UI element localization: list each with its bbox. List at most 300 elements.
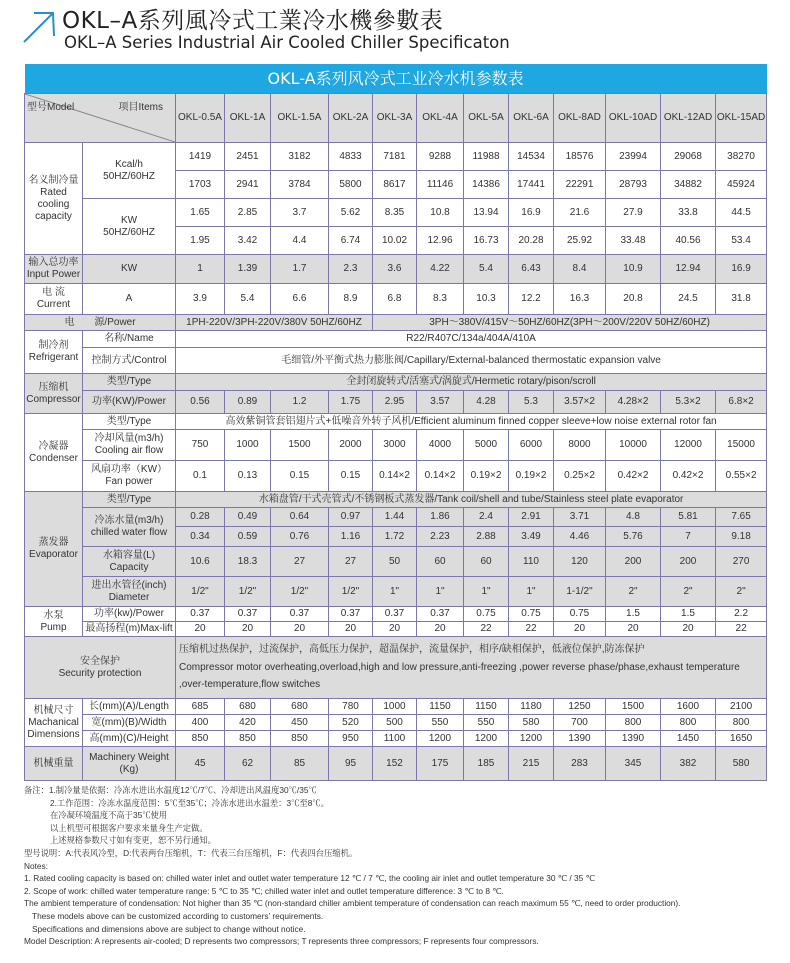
model-header-cell: OKL-1.5A	[271, 94, 329, 143]
value-cell: 0.15	[271, 461, 329, 492]
value-cell: 85	[271, 747, 329, 781]
diameter-label: 进出水管径(inch) Diameter	[83, 577, 176, 607]
note-line: 2. Scope of work: chilled water temperature range: 5 ℃ to 35 ℃; chilled water inlet and outlet temperature difference: 3 ℃ to 8 ℃.	[24, 885, 504, 896]
note-line: Model Description: A represents air-cooled; D represents two compressors; T represents three compressors; F represents four compressors.	[24, 936, 539, 947]
value-cell: 550	[417, 715, 464, 731]
value-cell: 60	[464, 547, 509, 577]
value-cell: 1.2	[271, 391, 329, 414]
evaporator-label: 蒸发器 Evaporator	[25, 492, 83, 607]
value-cell: 3.6	[373, 255, 417, 284]
value-cell: 2.23	[417, 527, 464, 547]
value-cell: 1180	[509, 699, 554, 715]
value-cell: 22	[509, 622, 554, 637]
value-cell: 4833	[329, 143, 373, 171]
table-row	[25, 143, 767, 171]
value-cell: 400	[176, 715, 225, 731]
value-cell: 12000	[661, 430, 716, 461]
refrigerant-label: 制冷剂 Refrigerant	[25, 331, 83, 374]
value-cell: 152	[373, 747, 417, 781]
arrow-up-right-icon	[22, 8, 56, 44]
cooling-capacity-label: 名义制冷量 Rated cooling capacity	[25, 143, 83, 255]
value-cell: 185	[464, 747, 509, 781]
value-cell: 2.4	[464, 508, 509, 527]
value-cell: 10.6	[176, 547, 225, 577]
value-cell: 2100	[716, 699, 767, 715]
value-cell: 550	[464, 715, 509, 731]
value-cell: 6.74	[329, 227, 373, 255]
value-cell: 0.19×2	[509, 461, 554, 492]
note-line: 1. Rated cooling capacity is based on: chilled water inlet and outlet water temperature 12 ℃ / 7 ℃, the cooling air inlet and outlet temperature 30 ℃ / 35 ℃	[24, 873, 595, 884]
capacity-label: 水箱容量(L) Capacity	[83, 547, 176, 577]
value-cell: 11146	[417, 171, 464, 199]
value-cell: 0.55×2	[716, 461, 767, 492]
value-cell: 3.7	[271, 199, 329, 227]
value-cell: 9288	[417, 143, 464, 171]
value-cell: 16.73	[464, 227, 509, 255]
value-cell: 0.64	[271, 508, 329, 527]
value-cell: 2.88	[464, 527, 509, 547]
value-cell: 17441	[509, 171, 554, 199]
page-title: OKL–A系列風冷式工業冷水機參數表	[62, 8, 444, 34]
value-cell: 780	[329, 699, 373, 715]
note-line: 以上机型可根据客户要求来量身生产定做。	[50, 822, 208, 833]
table-row	[25, 622, 767, 637]
value-cell: 33.48	[606, 227, 661, 255]
value-cell: 34882	[661, 171, 716, 199]
value-cell: 0.42×2	[661, 461, 716, 492]
model-header-cell: OKL-5A	[464, 94, 509, 143]
value-cell: 8000	[554, 430, 606, 461]
control-label: 控制方式/Control	[83, 348, 176, 374]
value-cell: 5.3×2	[661, 391, 716, 414]
value-cell: 28793	[606, 171, 661, 199]
value-cell: 3.9	[176, 284, 225, 315]
dimensions-label: 机械尺寸 Machanical Dimensions	[25, 699, 83, 747]
note-line: 上述规格参数尺寸如有变更，恕不另行通知。	[50, 835, 216, 846]
fan-power-label: 风扇功率（KW） Fan power	[83, 461, 176, 492]
value-cell: 20	[373, 622, 417, 637]
chilled-water-flow-label: 冷冻水量(m3/h) chilled water flow	[83, 508, 176, 547]
kcal-label: Kcal/h 50HZ/60HZ	[83, 143, 176, 199]
value-cell: 6.8×2	[716, 391, 767, 414]
value-cell: 1200	[464, 731, 509, 747]
value-cell: 8.9	[329, 284, 373, 315]
value-cell: 31.8	[716, 284, 767, 315]
value-cell: 21.6	[554, 199, 606, 227]
note-line: The ambient temperature of condensation: Not higher than 35 ℃ (non-standard chiller ambient temperature of condensation can reach maximum 55 ℃, need to order production).	[24, 898, 681, 909]
value-cell: 850	[225, 731, 271, 747]
value-cell: 20	[271, 622, 329, 637]
value-cell: 1200	[509, 731, 554, 747]
model-header-cell: OKL-6A	[509, 94, 554, 143]
value-cell: 2.95	[373, 391, 417, 414]
value-cell: 14386	[464, 171, 509, 199]
value-cell: 5.81	[661, 508, 716, 527]
value-cell: 2941	[225, 171, 271, 199]
value-cell: 1150	[464, 699, 509, 715]
table-row	[25, 391, 767, 414]
value-cell: 8617	[373, 171, 417, 199]
value-cell: 0.37	[225, 607, 271, 622]
value-cell: 62	[225, 747, 271, 781]
value-cell: 0.59	[225, 527, 271, 547]
table-row	[25, 492, 767, 508]
value-cell: 1/2"	[329, 577, 373, 607]
value-cell: 16.9	[716, 255, 767, 284]
security-value	[176, 637, 767, 699]
value-cell: 12.94	[661, 255, 716, 284]
value-cell: 4.22	[417, 255, 464, 284]
table-row	[25, 315, 767, 331]
table-row	[25, 255, 767, 284]
value-cell: 1.7	[271, 255, 329, 284]
value-cell: 5.62	[329, 199, 373, 227]
value-cell: 382	[661, 747, 716, 781]
value-cell: 2000	[329, 430, 373, 461]
value-cell: 1"	[373, 577, 417, 607]
table-row	[25, 715, 767, 731]
value-cell: 2"	[716, 577, 767, 607]
value-cell: 215	[509, 747, 554, 781]
value-cell: 13.94	[464, 199, 509, 227]
input-power-label: 输入总功率 Input Power	[25, 255, 83, 284]
value-cell: 685	[176, 699, 225, 715]
value-cell: 20	[176, 622, 225, 637]
table-row	[25, 607, 767, 622]
value-cell: 850	[176, 731, 225, 747]
length-label: 长(mm)(A)/Length	[83, 699, 176, 715]
evaporator-type-label: 类型/Type	[83, 492, 176, 508]
value-cell: 6.8	[373, 284, 417, 315]
value-cell: 0.19×2	[464, 461, 509, 492]
security-value-cn: 压缩机过热保护，过流保护，高低压力保护，超温保护，流量保护，相序/缺相保护，低液位保护,防冻保护	[179, 644, 645, 656]
value-cell: 0.15	[329, 461, 373, 492]
value-cell: 0.76	[271, 527, 329, 547]
value-cell: 20.8	[606, 284, 661, 315]
value-cell: 60	[417, 547, 464, 577]
table-row	[25, 461, 767, 492]
value-cell: 5.3	[509, 391, 554, 414]
model-header-cell: OKL-8AD	[554, 94, 606, 143]
value-cell: 0.13	[225, 461, 271, 492]
value-cell: 5.76	[606, 527, 661, 547]
value-cell: 3.71	[554, 508, 606, 527]
value-cell: 680	[225, 699, 271, 715]
value-cell: 3182	[271, 143, 329, 171]
model-label: 型号Model	[27, 102, 75, 113]
value-cell: 1600	[661, 699, 716, 715]
note-line: These models above can be customized according to customers’ requirements.	[32, 910, 324, 921]
value-cell: 0.56	[176, 391, 225, 414]
value-cell: 0.34	[176, 527, 225, 547]
table-row	[25, 199, 767, 227]
value-cell: 4.28×2	[606, 391, 661, 414]
single-phase-power: 1PH-220V/3PH-220V/380V 50HZ/60HZ	[176, 315, 373, 331]
value-cell: 580	[509, 715, 554, 731]
note-line: 在冷凝环境温度不高于35℃使用	[50, 810, 168, 821]
value-cell: 10.9	[606, 255, 661, 284]
value-cell: 520	[329, 715, 373, 731]
value-cell: 0.37	[176, 607, 225, 622]
table-row	[25, 747, 767, 781]
weight-label: 机械重量	[25, 747, 83, 781]
value-cell: 4.8	[606, 508, 661, 527]
model-header-cell: OKL-10AD	[606, 94, 661, 143]
value-cell: 38270	[716, 143, 767, 171]
value-cell: 1650	[716, 731, 767, 747]
value-cell: 1.16	[329, 527, 373, 547]
control-value: 毛细管/外平衡式热力膨胀阀/Capillary/External-balanced thermostatic expansion valve	[176, 348, 767, 374]
value-cell: 0.37	[373, 607, 417, 622]
note-line: 型号说明：A:代表风冷型，D:代表两台压缩机，T：代表三台压缩机，F：代表四台压缩机。	[24, 847, 358, 858]
value-cell: 800	[661, 715, 716, 731]
kw-label: KW 50HZ/60HZ	[83, 199, 176, 255]
table-row	[25, 284, 767, 315]
value-cell: 2451	[225, 143, 271, 171]
value-cell: 10.3	[464, 284, 509, 315]
value-cell: 1200	[417, 731, 464, 747]
three-phase-power: 3PH～380V/415V～50HZ/60HZ(3PH～200V/220V 50HZ/60HZ)	[373, 315, 767, 331]
table-row	[25, 374, 767, 391]
value-cell: 16.3	[554, 284, 606, 315]
value-cell: 1450	[661, 731, 716, 747]
table-row	[25, 699, 767, 715]
value-cell: 1.39	[225, 255, 271, 284]
value-cell: 27	[271, 547, 329, 577]
value-cell: 7.65	[716, 508, 767, 527]
value-cell: 1.75	[329, 391, 373, 414]
value-cell: 10.8	[417, 199, 464, 227]
value-cell: 200	[661, 547, 716, 577]
value-cell: 40.56	[661, 227, 716, 255]
value-cell: 1000	[225, 430, 271, 461]
value-cell: 0.97	[329, 508, 373, 527]
value-cell: 27.9	[606, 199, 661, 227]
value-cell: 1/2"	[225, 577, 271, 607]
value-cell: 270	[716, 547, 767, 577]
refrigerant-name-value: R22/R407C/134a/404A/410A	[176, 331, 767, 348]
value-cell: 20	[417, 622, 464, 637]
input-power-unit: KW	[83, 255, 176, 284]
table-row	[25, 331, 767, 348]
value-cell: 1250	[554, 699, 606, 715]
value-cell: 1.86	[417, 508, 464, 527]
value-cell: 1.5	[606, 607, 661, 622]
value-cell: 22	[716, 622, 767, 637]
value-cell: 14534	[509, 143, 554, 171]
value-cell: 1500	[271, 430, 329, 461]
value-cell: 175	[417, 747, 464, 781]
value-cell: 4.28	[464, 391, 509, 414]
value-cell: 5.4	[464, 255, 509, 284]
value-cell: 3.57	[417, 391, 464, 414]
value-cell: 4000	[417, 430, 464, 461]
value-cell: 110	[509, 547, 554, 577]
value-cell: 12.2	[509, 284, 554, 315]
value-cell: 0.37	[329, 607, 373, 622]
value-cell: 1.72	[373, 527, 417, 547]
value-cell: 16.9	[509, 199, 554, 227]
value-cell: 95	[329, 747, 373, 781]
pump-power-label: 功率(kw)/Power	[83, 607, 176, 622]
value-cell: 18576	[554, 143, 606, 171]
value-cell: 1.65	[176, 199, 225, 227]
value-cell: 1.44	[373, 508, 417, 527]
refrigerant-name-label: 名称/Name	[83, 331, 176, 348]
value-cell: 0.89	[225, 391, 271, 414]
value-cell: 3000	[373, 430, 417, 461]
compressor-type-value: 全封闭旋转式/活塞式/涡旋式/Hermetic rotary/pison/scroll	[176, 374, 767, 391]
value-cell: 8.4	[554, 255, 606, 284]
value-cell: 7181	[373, 143, 417, 171]
table-row	[25, 577, 767, 607]
table-row	[25, 508, 767, 527]
value-cell: 20	[661, 622, 716, 637]
value-cell: 1-1/2"	[554, 577, 606, 607]
value-cell: 10000	[606, 430, 661, 461]
height-label: 高(mm)(C)/Height	[83, 731, 176, 747]
model-header-cell: OKL-3A	[373, 94, 417, 143]
value-cell: 1/2"	[271, 577, 329, 607]
condenser-type-label: 类型/Type	[83, 414, 176, 430]
page-header	[22, 2, 762, 62]
model-header-cell: OKL-15AD	[716, 94, 767, 143]
value-cell: 0.37	[417, 607, 464, 622]
value-cell: 9.18	[716, 527, 767, 547]
model-items-header	[25, 94, 176, 143]
value-cell: 0.28	[176, 508, 225, 527]
model-header-row	[25, 94, 767, 143]
model-header-cell: OKL-4A	[417, 94, 464, 143]
value-cell: 8.35	[373, 199, 417, 227]
value-cell: 0.42×2	[606, 461, 661, 492]
value-cell: 800	[716, 715, 767, 731]
value-cell: 3.57×2	[554, 391, 606, 414]
value-cell: 120	[554, 547, 606, 577]
value-cell: 680	[271, 699, 329, 715]
value-cell: 29068	[661, 143, 716, 171]
value-cell: 20.28	[509, 227, 554, 255]
model-header-cell: OKL-0.5A	[176, 94, 225, 143]
value-cell: 1"	[509, 577, 554, 607]
value-cell: 7	[661, 527, 716, 547]
value-cell: 5.4	[225, 284, 271, 315]
value-cell: 0.49	[225, 508, 271, 527]
power-label: 电 源/Power	[25, 315, 176, 331]
security-label: 安全保护 Security protection	[25, 637, 176, 699]
value-cell: 4.46	[554, 527, 606, 547]
value-cell: 0.75	[509, 607, 554, 622]
value-cell: 2.91	[509, 508, 554, 527]
value-cell: 2.85	[225, 199, 271, 227]
value-cell: 800	[606, 715, 661, 731]
current-label: 电 流 Current	[25, 284, 83, 315]
width-label: 宽(mm)(B)/Width	[83, 715, 176, 731]
value-cell: 0.75	[554, 607, 606, 622]
value-cell: 2.3	[329, 255, 373, 284]
value-cell: 1150	[417, 699, 464, 715]
value-cell: 8.3	[417, 284, 464, 315]
value-cell: 27	[329, 547, 373, 577]
value-cell: 50	[373, 547, 417, 577]
value-cell: 1.5	[661, 607, 716, 622]
value-cell: 44.5	[716, 199, 767, 227]
value-cell: 420	[225, 715, 271, 731]
value-cell: 2"	[661, 577, 716, 607]
value-cell: 15000	[716, 430, 767, 461]
value-cell: 1	[176, 255, 225, 284]
value-cell: 5000	[464, 430, 509, 461]
value-cell: 1100	[373, 731, 417, 747]
value-cell: 3.42	[225, 227, 271, 255]
value-cell: 2.2	[716, 607, 767, 622]
value-cell: 500	[373, 715, 417, 731]
value-cell: 22291	[554, 171, 606, 199]
value-cell: 6.6	[271, 284, 329, 315]
table-title: OKL-A系列风冷式工业冷水机参数表	[25, 64, 767, 94]
value-cell: 283	[554, 747, 606, 781]
value-cell: 2"	[606, 577, 661, 607]
pump-lift-label: 最高扬程(m)Max-lift	[83, 622, 176, 637]
value-cell: 24.5	[661, 284, 716, 315]
value-cell: 1500	[606, 699, 661, 715]
value-cell: 20	[225, 622, 271, 637]
value-cell: 700	[554, 715, 606, 731]
value-cell: 5800	[329, 171, 373, 199]
condenser-label: 冷凝器 Condenser	[25, 414, 83, 492]
value-cell: 18.3	[225, 547, 271, 577]
value-cell: 1/2"	[176, 577, 225, 607]
value-cell: 750	[176, 430, 225, 461]
note-line: Specifications and dimensions above are subject to change without notice.	[32, 923, 306, 934]
value-cell: 3.49	[509, 527, 554, 547]
value-cell: 45924	[716, 171, 767, 199]
table-row	[25, 430, 767, 461]
items-label: 项目Items	[118, 102, 163, 113]
airflow-label: 冷却风量(m3/h) Cooling air flow	[83, 430, 176, 461]
compressor-power-label: 功率(KW)/Power	[83, 391, 176, 414]
value-cell: 1703	[176, 171, 225, 199]
table-row	[25, 547, 767, 577]
value-cell: 0.25×2	[554, 461, 606, 492]
note-line: Notes:	[24, 860, 48, 871]
model-header-cell: OKL-12AD	[661, 94, 716, 143]
table-row	[25, 637, 767, 699]
table-row	[25, 731, 767, 747]
compressor-label: 压缩机 Compressor	[25, 374, 83, 414]
value-cell: 23994	[606, 143, 661, 171]
pump-label: 水泵 Pump	[25, 607, 83, 637]
value-cell: 6000	[509, 430, 554, 461]
value-cell: 200	[606, 547, 661, 577]
value-cell: 1.95	[176, 227, 225, 255]
value-cell: 11988	[464, 143, 509, 171]
value-cell: 450	[271, 715, 329, 731]
value-cell: 3784	[271, 171, 329, 199]
value-cell: 1419	[176, 143, 225, 171]
evaporator-type-value: 水箱盘管/干式壳管式/不锈钢板式蒸发器/Tank coil/shell and tube/Stainless steel plate evaporator	[176, 492, 767, 508]
value-cell: 20	[554, 622, 606, 637]
value-cell: 0.1	[176, 461, 225, 492]
note-line: 备注：1.制冷量是依据：冷冻水进出水温度12℃/7℃、冷却进出风温度30℃/35℃	[24, 785, 317, 795]
page-subtitle: OKL–A Series Industrial Air Cooled Chiller Specificaton	[64, 33, 510, 52]
value-cell: 53.4	[716, 227, 767, 255]
value-cell: 950	[329, 731, 373, 747]
value-cell: 6.43	[509, 255, 554, 284]
value-cell: 12.96	[417, 227, 464, 255]
spec-table	[24, 64, 767, 781]
value-cell: 0.75	[464, 607, 509, 622]
